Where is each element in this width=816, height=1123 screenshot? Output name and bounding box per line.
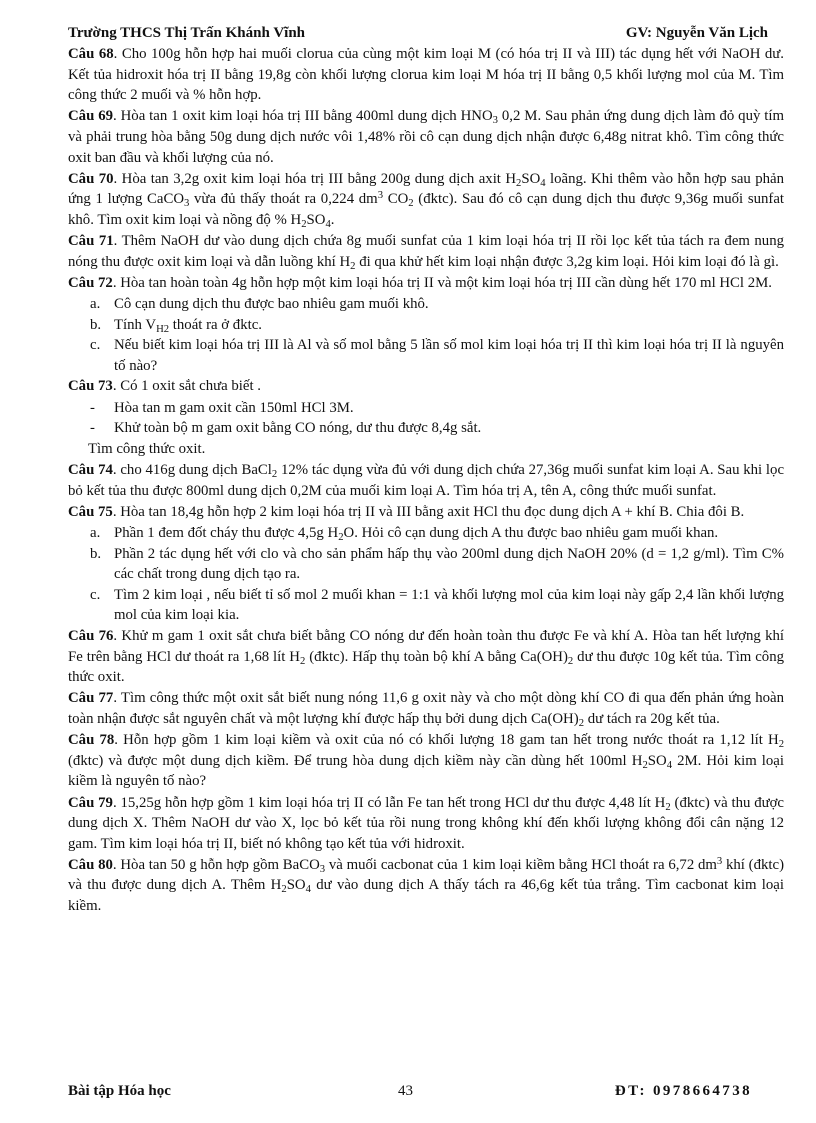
question-label: Câu 72 — [68, 274, 113, 291]
question-text: 0,2 M. Sau phản ứng dung dịch làm đỏ quỳ tím và phải trung hòa bằng 50g dung dịch nước vôi 1,48% rồi cô cạn dung dịch nhận được 6,48g nitrat khô. Tìm công thức oxit ban đầu và khối lượng của nó. — [68, 108, 785, 166]
question-text: . Thêm NaOH dư vào dung dịch chứa 8g muối sunfat của 1 kim loại hóa trị II rồi lọc kết tủa tách ra đem nung nóng thu được oxit kim loại và dẫn luồng khí H — [68, 233, 785, 270]
subscript: 4 — [540, 177, 546, 189]
subscript: 3 — [184, 198, 190, 210]
question-79 — [68, 793, 784, 855]
question-78 — [68, 730, 784, 792]
sub-item-c — [68, 585, 784, 626]
phone-number: ĐT: 0978664738 — [614, 1083, 752, 1099]
question-text: SO — [647, 752, 667, 769]
subscript: 2 — [271, 469, 278, 480]
question-74 — [68, 460, 784, 501]
question-label: Câu 73 — [68, 378, 113, 395]
question-text: dư tách ra 20g kết tủa. — [584, 710, 720, 727]
item-marker: b. — [90, 545, 102, 562]
sub-item-a — [68, 294, 784, 315]
question-text: SO — [521, 170, 541, 187]
question-text: . Tìm công thức một oxit sắt biết nung nóng 11,6 g oxit này và cho một dòng khí CO đi qua đến phản ứng hoàn toàn nhận được sắt nguyên chất và một lượng khí được hấp thụ bởi dung dịch Ca(OH) — [68, 690, 784, 727]
question-text: . Hỗn hợp gồm 1 kim loại kiềm và oxit của nó có khối lượng 18 gam tan hết trong nước thoát ra 1,12 lít H — [114, 732, 779, 749]
question-text: (đktc). Sau đó cô cạn dung dịch thu được 9,36g muối sunfat khô. Tìm oxit kim loại và nồng độ % H — [68, 191, 784, 228]
item-marker: - — [90, 420, 95, 437]
page-footer — [68, 1083, 752, 1100]
subscript: 2 — [408, 198, 414, 210]
question-68 — [68, 44, 784, 106]
question-text: 2M. Hỏi kim loại kiềm là nguyên tố nào? — [68, 752, 784, 790]
question-text: vừa đủ thấy thoát ra 0,224 dm — [189, 191, 378, 208]
question-label: Câu 79 — [68, 794, 113, 811]
superscript: 3 — [377, 190, 384, 202]
question-label: Câu 76 — [68, 627, 114, 644]
item-marker: - — [90, 399, 95, 416]
item-text-part: thoát ra ở đktc. — [169, 316, 262, 333]
subscript: 2 — [338, 531, 344, 543]
item-text: Khử toàn bộ m gam oxit bằng CO nóng, dư thu được 8,4g sắt. — [114, 420, 482, 437]
question-73 — [68, 376, 784, 459]
question-77 — [68, 688, 784, 729]
question-text: CO — [383, 191, 409, 208]
question-text: và muối cacbonat của 1 kim loại kiềm bằng HCl thoát ra 6,72 dm — [325, 856, 717, 873]
question-label: Câu 80 — [68, 856, 113, 873]
question-80 — [68, 855, 784, 917]
question-text: SO — [286, 877, 306, 894]
sub-item-a — [68, 523, 784, 544]
question-text: . Khử m gam 1 oxit sắt chưa biết bằng CO nóng dư đến hoàn toàn thu được Fe và khí A. Hòa tan hết lượng khí Fe trên bằng HCl dư thoát ra 1,68 lít H — [68, 627, 785, 665]
teacher-name: GV: Nguyễn Văn Lịch — [625, 25, 768, 41]
item-marker: a. — [90, 525, 101, 541]
subscript: 2 — [642, 759, 648, 771]
item-text-part: O. Hỏi cô cạn dung dịch A thu được bao nhiêu gam muối khan. — [343, 525, 719, 541]
question-stem — [68, 273, 784, 294]
question-label: Câu 70 — [68, 170, 114, 187]
subscript: 2 — [300, 655, 306, 667]
subscript: 2 — [281, 884, 287, 896]
question-text: SO — [306, 211, 326, 228]
question-72 — [68, 273, 784, 377]
question-text: . Hòa tan 1 oxit kim loại hóa trị III bằng 400ml dung dịch HNO — [113, 108, 493, 125]
subscript: 2 — [516, 177, 522, 189]
question-text: khí (đktc) và thu được dung dịch A. Thêm H — [68, 856, 785, 894]
question-tail: Tìm công thức oxit. — [88, 440, 206, 457]
question-text: (đktc) và được một dung dịch kiềm. Để trung hòa dung dịch kiềm này cần dùng hết 100ml H — [68, 752, 643, 769]
question-text: (đktc) và thu được dung dịch X. Thêm NaOH dư vào X, lọc bỏ kết tủa rồi nung trong không khí đến khối lượng không đổi cân nặng 12 gam. Tìm kim loại hóa trị II, biết nó không tạo kết tủa với hidroxit. — [68, 794, 785, 852]
subscript: 4 — [666, 759, 673, 771]
item-marker: a. — [90, 296, 101, 313]
question-76 — [68, 626, 784, 688]
question-stem — [68, 502, 784, 523]
item-text-part: Phần 1 đem đốt cháy thu được 4,5g H — [114, 525, 339, 541]
item-text: Nếu biết kim loại hóa trị III là Al và số mol bằng 5 lần số mol kim loại hóa trị II thì kim loại hóa trị II là nguyên tố nào? — [114, 337, 784, 374]
subscript: 2 — [778, 739, 785, 751]
subscript: 2 — [301, 218, 307, 230]
question-text: 12% tác dụng vừa đủ với dung dịch chứa 27,36g muối sunfat kim loại A. Sau khi lọc bỏ kết tủa thu được 800ml dung dịch 0,2M của muối kim loại A. Tìm hóa trị A, tên A, công thức muối sunfat. — [68, 462, 785, 499]
item-marker: b. — [90, 316, 102, 333]
question-text: . — [330, 211, 335, 228]
question-text: dư vào dung dịch A thấy tách ra 46,6g kết tủa trắng. Tìm cacbonat kim loại kiềm. — [68, 877, 784, 915]
subscript: 3 — [319, 863, 326, 875]
item-marker: c. — [90, 337, 101, 354]
subscript: H2 — [156, 323, 170, 335]
question-label: Câu 68 — [68, 46, 114, 62]
question-label: Câu 69 — [68, 108, 114, 125]
question-label: Câu 75 — [68, 503, 113, 520]
superscript: 3 — [716, 856, 723, 868]
question-label: Câu 77 — [68, 690, 114, 707]
question-label: Câu 74 — [68, 462, 113, 479]
question-69 — [68, 106, 784, 168]
question-text: . Hòa tan 3,2g oxit kim loại hóa trị III bằng 200g dung dịch axit H — [113, 170, 517, 187]
subscript: 3 — [492, 115, 498, 127]
sub-item-b — [68, 315, 784, 336]
question-75 — [68, 502, 784, 626]
subject-title: Bài tập Hóa học — [68, 1083, 171, 1099]
question-text: (đktc). Hấp thụ toàn bộ khí A bằng Ca(OH) — [305, 648, 568, 665]
question-label: Câu 78 — [68, 732, 115, 749]
question-text: . cho 416g dung dịch BaCl — [112, 462, 272, 479]
subscript: 4 — [325, 218, 331, 230]
question-label: Câu 71 — [68, 233, 114, 250]
question-text: . Hòa tan 18,4g hỗn hợp 2 kim loại hóa trị II và III bằng axit HCl thu đọc dung dịch A + khí B. Chia đôi B. — [112, 503, 745, 520]
subscript: 2 — [567, 655, 574, 667]
item-text: Phần 2 tác dụng hết với clo và cho sản phẩm hấp thụ vào 200ml dung dịch NaOH 20% (d = 1,2 g/ml). Tìm C% các chất trong dung dịch tạo ra. — [114, 545, 784, 583]
question-text: . Cho 100g hỗn hợp hai muối clorua của cùng một kim loại M (có hóa trị II và III) tác dụng hết với NaOH dư. Kết tủa hidroxit hóa trị II bằng 19,8g còn khối lượng clorua kim loại M hóa trị II bằng 0,5 khối lượng mol của M. Tìm công thức 2 muối và % hỗn hợp. — [68, 46, 785, 104]
question-text: đi qua khử hết kim loại nhận được 3,2g kim loại. Hỏi kim loại đó là gì. — [355, 253, 779, 270]
item-text: Tìm 2 kim loại , nếu biết tỉ số mol 2 muối khan = 1:1 và khối lượng mol của kim loại này gấp 2,4 lần khối lượng mol của kim loại kia. — [114, 586, 784, 624]
item-text-part: Tính V — [114, 316, 157, 333]
sub-item-b — [68, 544, 784, 585]
question-71 — [68, 231, 784, 272]
subscript: 2 — [665, 801, 671, 813]
question-text: . 15,25g hỗn hợp gồm 1 kim loại hóa trị II có lẫn Fe tan hết trong HCl dư thu được 4,48 lít H — [112, 794, 666, 811]
subscript: 4 — [305, 884, 311, 896]
exercise-list — [68, 44, 784, 917]
item-text — [114, 523, 784, 544]
question-text: loãng. Khi thêm vào hỗn hợp sau phản ứng 1 lượng CaCO — [68, 170, 785, 208]
question-70 — [68, 169, 784, 231]
item-text: Hòa tan m gam oxit cần 150ml HCl 3M. — [114, 399, 354, 416]
bullet-item — [68, 418, 784, 439]
page-number: 43 — [398, 1083, 413, 1099]
subscript: 2 — [578, 717, 585, 729]
item-text — [114, 315, 784, 336]
page-header — [68, 25, 768, 42]
question-text: dư thu được 10g kết tủa. Tìm công thức oxit. — [68, 648, 785, 686]
item-text: Cô cạn dung dịch thu được bao nhiêu gam muối khô. — [114, 296, 429, 313]
question-stem — [68, 376, 784, 397]
school-name: Trường THCS Thị Trấn Khánh Vĩnh — [68, 25, 305, 41]
bullet-item — [68, 398, 784, 419]
item-marker: c. — [90, 586, 101, 603]
question-text: . Hòa tan 50 g hỗn hợp gồm BaCO — [112, 856, 320, 873]
subscript: 2 — [350, 260, 356, 272]
sub-item-c — [68, 335, 784, 376]
question-text: . Hòa tan hoàn toàn 4g hỗn hợp một kim loại hóa trị II và một kim loại hóa trị III cần dùng hết 170 ml HCl 2M. — [112, 274, 772, 291]
question-text: . Có 1 oxit sắt chưa biết . — [112, 378, 261, 395]
